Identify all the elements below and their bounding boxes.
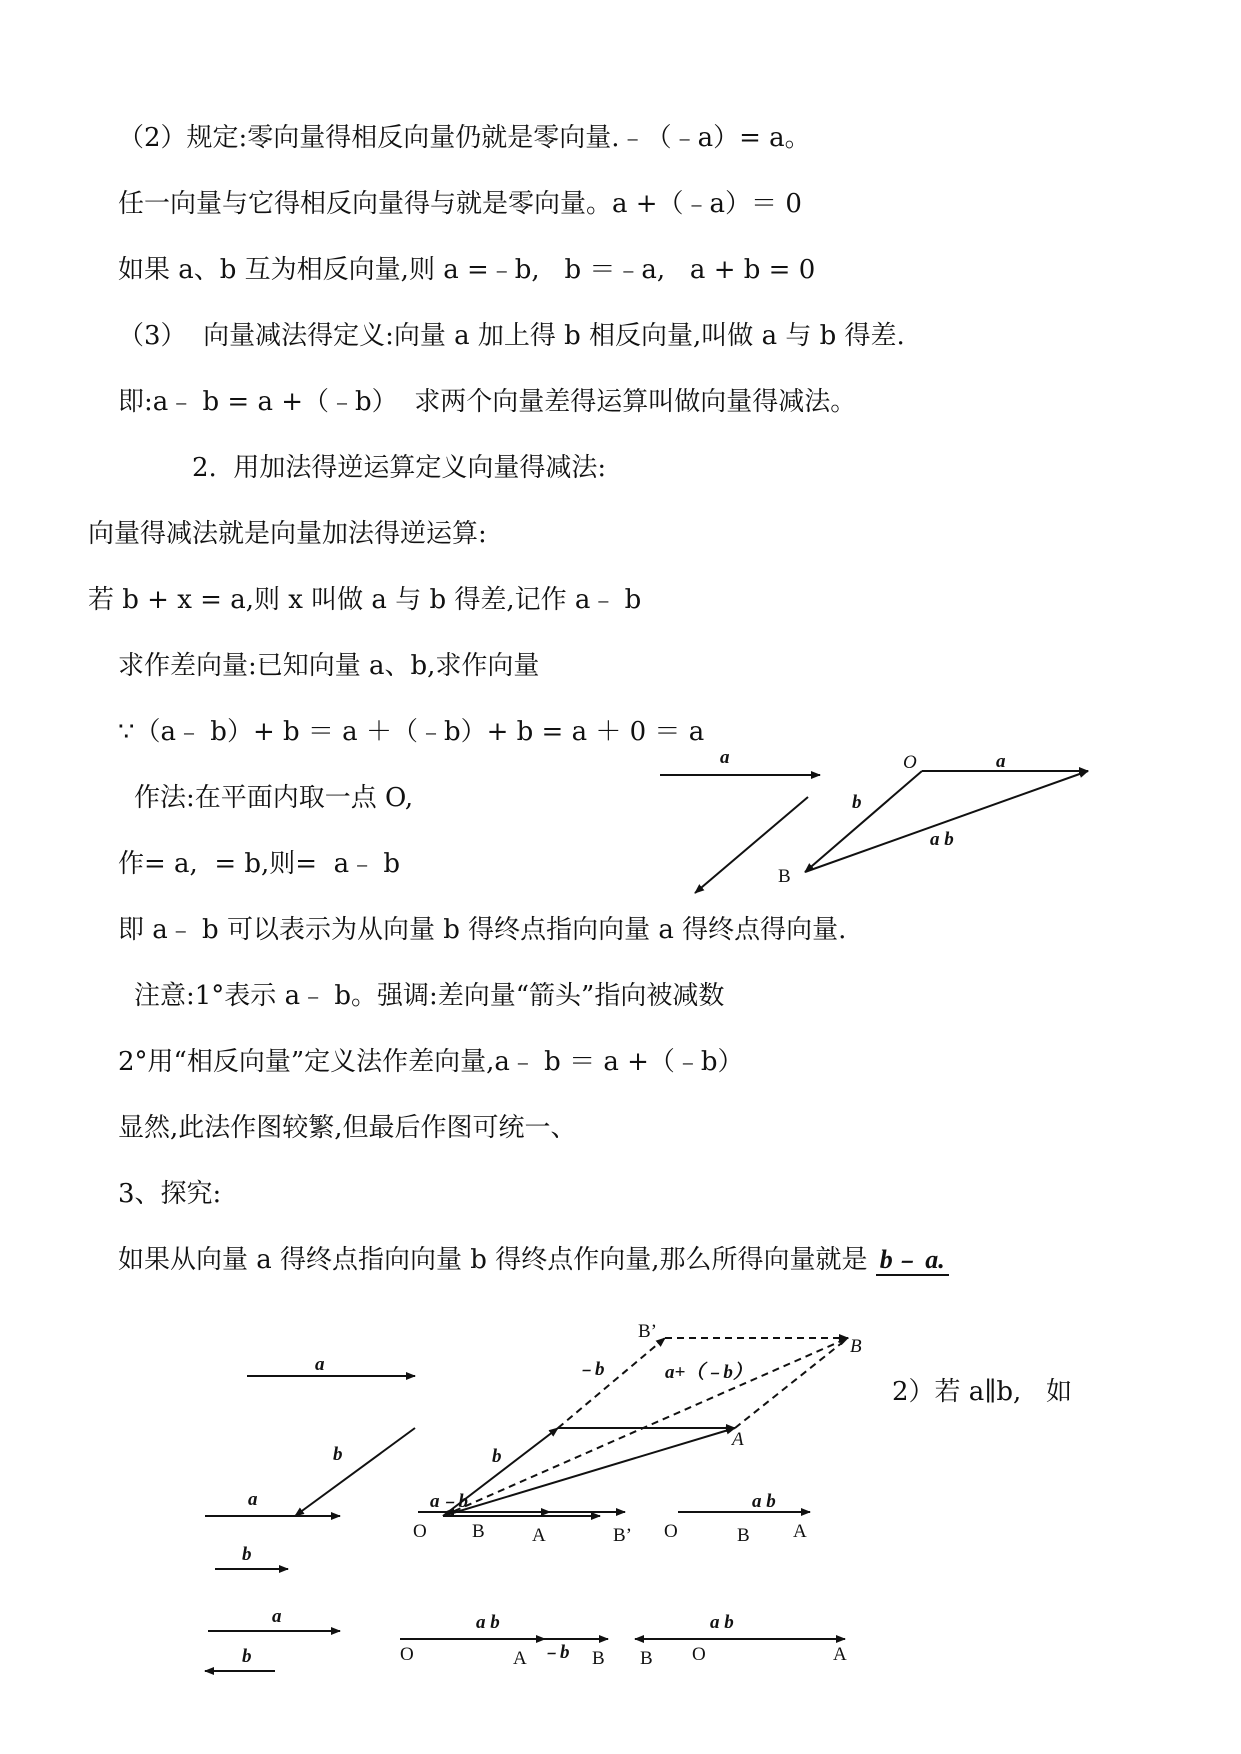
label-O-3: O — [664, 1521, 678, 1542]
label-minus-b-bottom: ﹣b — [541, 1642, 570, 1663]
label-a-minus-b-2: a﹣b — [430, 1491, 469, 1512]
text-line-6: 2. 用加法得逆运算定义向量得减法: — [192, 453, 607, 483]
label-A-5: A — [833, 1644, 847, 1665]
label-O-5: O — [692, 1644, 706, 1665]
text-line-8: 若 b + x = a,则 x 叫做 a 与 b 得差,记作 a﹣ b — [88, 585, 642, 615]
text-line-1: （2）规定:零向量得相反向量仍就是零向量.﹣（﹣a）= a。 — [118, 123, 811, 153]
label-b-left: b — [333, 1444, 343, 1465]
label-a-OA: a — [996, 751, 1006, 772]
text-line-4: （3） 向量减法得定义:向量 a 加上得 b 相反向量,叫做 a 与 b 得差. — [118, 321, 905, 351]
text-line-16: 显然,此法作图较繁,但最后作图可统一、 — [118, 1113, 577, 1143]
label-A-4: A — [513, 1648, 527, 1669]
label-B-1: B — [778, 866, 791, 887]
label-a-b: a b — [930, 829, 954, 850]
label-a-bottom: a — [272, 1606, 282, 1627]
text-line-11: 作法:在平面内取一点 O, — [134, 783, 414, 813]
label-A-3: A — [793, 1521, 807, 1542]
label-a-b-collinear: a b — [752, 1491, 776, 1512]
label-a-mid-left: a — [248, 1489, 258, 1510]
text-line-14: 注意:1°表示 a﹣ b。强调:差向量“箭头”指向被减数 — [134, 981, 725, 1011]
label-O-2: O — [413, 1521, 427, 1542]
text-line-18-main: 如果从向量 a 得终点指向向量 b 得终点作向量,那么所得向量就是 — [118, 1245, 876, 1275]
label-a-b-bottom-1: a b — [476, 1612, 500, 1633]
label-a-b-bottom-2: a b — [710, 1612, 734, 1633]
label-B-3: B — [737, 1525, 750, 1546]
text-line-13: 即 a﹣ b 可以表示为从向量 b 得终点指向向量 a 得终点得向量. — [118, 915, 847, 945]
text-line-19: 2）若 a∥b, 如 — [892, 1377, 1073, 1407]
vector-OB — [805, 771, 922, 872]
text-line-7: 向量得减法就是向量加法得逆运算: — [88, 519, 487, 549]
text-line-3: 如果 a、b 互为相反向量,则 a =﹣b, b ＝﹣a, a + b = 0 — [118, 255, 816, 285]
text-line-2: 任一向量与它得相反向量得与就是零向量。a +（﹣a）＝ 0 — [118, 189, 802, 219]
label-b-bottom: b — [242, 1646, 252, 1667]
label-O-1: O — [903, 752, 917, 773]
vector-b-given — [695, 797, 808, 893]
text-line-17: 3、探究: — [118, 1179, 222, 1209]
label-b-small: b — [242, 1544, 252, 1565]
text-line-10: ∵（a﹣ b）+ b ＝ a ＋（﹣b）+ b = a ＋ 0 ＝ a — [118, 717, 705, 747]
label-Bprime-top: B’ — [638, 1321, 657, 1342]
vector-minus-b-dashed — [558, 1338, 665, 1428]
dashed-right — [735, 1338, 848, 1428]
label-A-2: A — [532, 1525, 546, 1546]
label-B-5: B — [640, 1648, 653, 1669]
label-O-4: O — [400, 1644, 414, 1665]
label-B-2: B — [472, 1521, 485, 1542]
vector-diagonal — [443, 1428, 735, 1516]
label-b-parallelogram: b — [492, 1446, 502, 1467]
label-B-top: B — [850, 1336, 862, 1357]
answer-underlined: b﹣ a. — [876, 1245, 949, 1276]
vector-b-mid — [295, 1428, 415, 1516]
label-a-plus-minus-b: a+（﹣b） — [665, 1362, 752, 1383]
label-a-top-left: a — [315, 1354, 325, 1375]
label-A-diagram2: A — [732, 1429, 744, 1450]
label-Bprime-2: B’ — [613, 1525, 632, 1546]
vector-BA — [805, 771, 1088, 872]
dashed-a-plus-minus-b — [443, 1338, 848, 1516]
label-a-given: a — [720, 747, 730, 768]
text-line-15: 2°用“相反向量”定义法作差向量,a﹣ b ＝ a +（﹣b） — [118, 1047, 744, 1077]
text-line-12: 作= a, = b,则= a﹣ b — [118, 849, 401, 879]
label-b-given: b — [852, 792, 862, 813]
label-minus-b: ﹣b — [576, 1359, 605, 1380]
text-line-9: 求作差向量:已知向量 a、b,求作向量 — [118, 651, 540, 681]
text-line-5: 即:a﹣ b = a +（﹣b） 求两个向量差得运算叫做向量得减法。 — [118, 387, 857, 417]
label-B-4: B — [592, 1648, 605, 1669]
